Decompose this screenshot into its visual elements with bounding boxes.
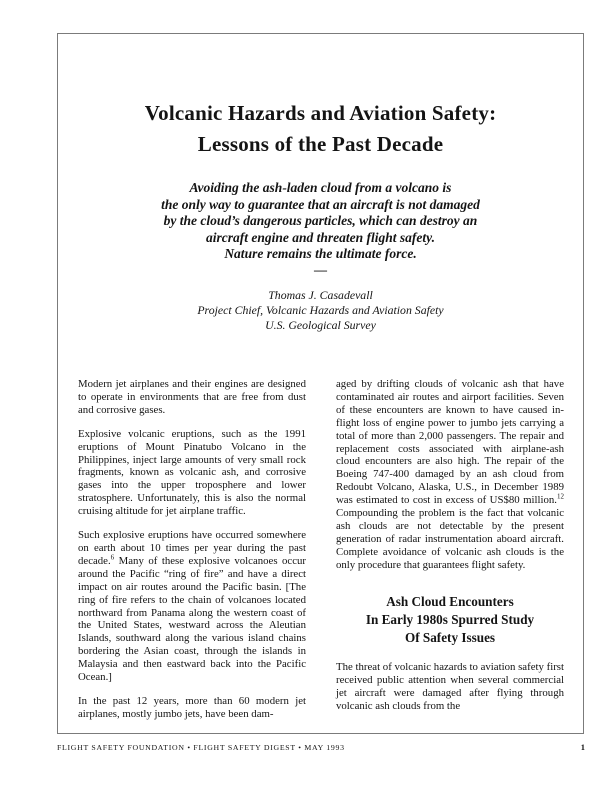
article-border-box bbox=[57, 33, 584, 734]
author-block bbox=[58, 288, 583, 333]
footnote-reference: 12 bbox=[557, 492, 564, 501]
paragraph-text: Many of these explosive volcanoes occur around the Pacific “ring of fire” and have a direct impact on air routes around the Pacific basin. [The ring of fire refers to the chain of volcanoes located northward from Panama along the western coast of the United States, westward across the Aleutian Islands, southward along the various island chains bordering the Asian coast, through the islands in Malaysia and then eastward back into the Pacific Ocean.] bbox=[78, 554, 306, 684]
footer-publication-line: FLIGHT SAFETY FOUNDATION • FLIGHT SAFETY DIGEST • MAY 1993 bbox=[57, 743, 345, 752]
author-organization: U.S. Geological Survey bbox=[265, 318, 376, 332]
paragraph bbox=[78, 529, 306, 684]
subtitle-divider-dash: — bbox=[314, 262, 327, 277]
paragraph-text: Compounding the problem is the fact that volcanic ash clouds are not detectable by the present generation of radar instrumentation aboard aircraft. Complete avoidance of volcanic ash clouds is the only procedure that guarantees flight safety. bbox=[336, 507, 564, 571]
paragraph-text: Such explosive eruptions have occurred somewhere on earth about 10 times per year during the past decade. bbox=[78, 529, 306, 567]
article-title bbox=[58, 98, 583, 160]
subtitle-line: the only way to guarantee that an aircraft is not damaged bbox=[161, 196, 480, 212]
body-columns bbox=[78, 378, 565, 735]
subtitle-line: by the cloud’s dangerous particles, which can destroy an bbox=[163, 213, 478, 229]
left-column bbox=[78, 378, 306, 735]
paragraph: Explosive volcanic eruptions, such as the 1991 eruptions of Mount Pinatubo Volcano in the Philippines, inject large amounts of very small rock fragments, known as volcanic ash, and corrosive gases into the upper troposphere and lower stratosphere. Unfortunately, this is also the normal cruising altitude for jet airplane traffic. bbox=[78, 427, 306, 518]
section-heading bbox=[336, 593, 564, 648]
footnote-reference: 6 bbox=[110, 553, 115, 562]
paragraph: Modern jet airplanes and their engines are designed to operate in environments that are free from dust and corrosive gases. bbox=[78, 378, 306, 416]
paragraph: In the past 12 years, more than 60 modern jet airplanes, mostly jumbo jets, have been dam- bbox=[78, 694, 306, 720]
article-title-line-2: Lessons of the Past Decade bbox=[197, 132, 444, 156]
article-subtitle bbox=[58, 180, 583, 263]
paragraph-text: aged by drifting clouds of volcanic ash that have contaminated air routes and airport facilities. Seven of these encounters are known to have caused in-flight loss of engine power to jumbo jets carrying a total of more than 2,000 passengers. The repair and replacement costs associated with airplane-ash cloud encounters are also high. The repair of the Boeing 747-400 damaged by an ash cloud from Redoubt Volcano, Alaska, U.S., in December 1989 was estimated to cost in excess of US$80 million. bbox=[336, 378, 564, 507]
paragraph bbox=[336, 378, 564, 572]
section-heading-line: In Early 1980s Spurred Study bbox=[365, 612, 535, 627]
article-title-line-1: Volcanic Hazards and Aviation Safety: bbox=[144, 101, 497, 125]
subtitle-line: Avoiding the ash-laden cloud from a volcano is bbox=[189, 180, 452, 195]
author-name: Thomas J. Casadevall bbox=[268, 288, 373, 302]
right-column bbox=[336, 378, 564, 735]
author-title: Project Chief, Volcanic Hazards and Aviation Safety bbox=[197, 303, 444, 317]
subtitle-line: aircraft engine and threaten flight safety. bbox=[206, 229, 435, 245]
paragraph: The threat of volcanic hazards to aviation safety first received public attention when several commercial jet aircraft were damaged after flying through volcanic ash clouds from the bbox=[336, 660, 564, 712]
section-heading-line: Ash Cloud Encounters bbox=[386, 593, 514, 609]
page-number: 1 bbox=[580, 742, 585, 752]
page-footer bbox=[57, 742, 585, 752]
section-heading-line: Of Safety Issues bbox=[404, 630, 496, 646]
subtitle-line: Nature remains the ultimate force. bbox=[224, 246, 417, 262]
